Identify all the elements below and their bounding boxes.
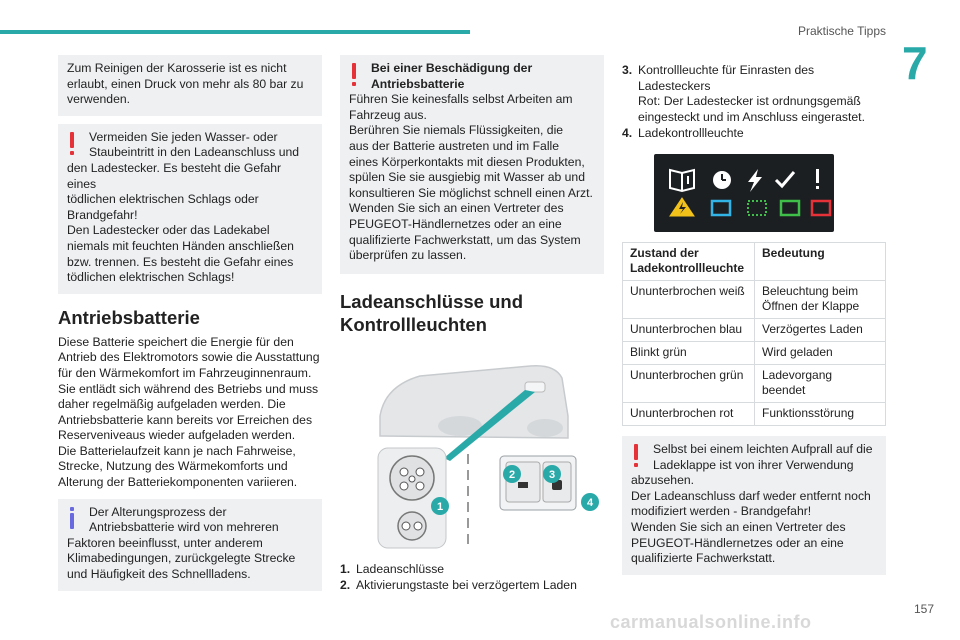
info-line: Der Alterungsprozess der: [89, 504, 227, 519]
table-row: [623, 280, 886, 318]
table-header-cell: Zustand der Ladekontrollleuchte: [623, 242, 755, 280]
warning-title-line: Antriebsbatterie: [371, 76, 465, 91]
warning-line: Wenden Sie sich an einen Vertreter des: [631, 519, 846, 534]
table-cell: Wird geladen: [755, 341, 886, 364]
check-icon: [776, 172, 794, 186]
exclamation-icon: [816, 169, 819, 189]
heading-antriebsbatterie: Antriebsbatterie: [58, 306, 200, 328]
warning-line: qualifizierte Fachwerkstatt.: [631, 551, 776, 566]
warning-line: den Ladestecker. Es besteht die Gefahr eines: [67, 160, 282, 191]
table-cell: Ununterbrochen blau: [623, 318, 755, 341]
warning-icon: [632, 444, 640, 468]
info-line: Klimabedingungen, zurückgelegte Strecke: [67, 551, 296, 566]
warning-box-damage: [340, 55, 604, 274]
column-right: [622, 63, 886, 583]
table-cell: Ununterbrochen grün: [623, 364, 755, 402]
header-accent-bar: [0, 30, 470, 34]
list-num: 2.: [340, 578, 351, 593]
warning-line: Brandgefahr!: [67, 207, 138, 222]
warning-line: eines Körperkontakts mit diesen Produkten,: [349, 154, 585, 169]
table-cell: Blinkt grün: [623, 341, 755, 364]
list-num: 4.: [622, 126, 633, 141]
table-cell: Funktionsstörung: [755, 402, 886, 425]
warning-icon: [68, 132, 76, 156]
list-line: Rot: Der Ladestecker ist ordnungsgemäß: [638, 94, 861, 109]
info-line: Antriebsbatterie wird von mehreren: [89, 520, 279, 535]
warning-line: Staubeintritt in den Ladeanschluss und: [89, 145, 300, 160]
warning-line: tödlichen elektrischen Schlags oder: [67, 192, 259, 207]
list-line: eingesteckt und im Anschluss eingerastet.: [638, 109, 865, 124]
indicator-status-table: [622, 242, 886, 426]
list-item: [622, 126, 886, 142]
watermark: carmanualsonline.info: [610, 612, 812, 632]
note-line: Zum Reinigen der Karosserie ist es nicht: [67, 61, 287, 75]
heading-ladeanschluesse: [340, 290, 604, 336]
charging-port-figure: [340, 346, 604, 556]
indicator-lamps-illustration: [654, 154, 834, 232]
warning-line: bzw. trennen. Es besteht die Gefahr eines: [67, 254, 294, 269]
chapter-number: 7: [902, 37, 928, 89]
page-number: 157: [914, 602, 935, 616]
warning-line: modifiziert werden - Brandgefahr!: [631, 504, 812, 519]
lamp-green: [781, 201, 799, 215]
callout-4-label: 4: [586, 496, 594, 509]
callout-3: [543, 465, 561, 483]
warning-line: Selbst bei einem leichten Aufprall auf die: [653, 441, 873, 456]
list-num: 1.: [340, 561, 351, 576]
para-line: Reserveniveaus wieder aufgeladen werden.: [58, 428, 296, 443]
callout-1: [431, 497, 449, 515]
warning-line: Fahrzeug aus.: [349, 107, 427, 122]
callout-3-label: 3: [548, 468, 556, 481]
lamp-blue: [712, 201, 730, 215]
note-box-pressure: [58, 55, 322, 116]
charging-port-illustration: [340, 346, 604, 556]
info-line: Faktoren beeinflusst, unter anderem: [67, 535, 263, 550]
para-line: Alterung der Batteriekomponenten variieren.: [58, 475, 298, 490]
heading-line: Kontrollleuchten: [340, 313, 487, 335]
list-num: 3.: [622, 63, 633, 77]
warning-line: qualifizierte Fachwerkstatt, um das System: [349, 232, 581, 247]
list-text: Aktivierungstaste bei verzögertem Laden: [356, 578, 577, 593]
warning-line: überprüfen zu lassen.: [349, 248, 467, 263]
warning-line: tödlichen elektrischen Schlags!: [67, 270, 235, 285]
heading-line: Ladeanschlüsse und: [340, 290, 523, 312]
warning-line: Der Ladeanschluss darf weder entfernt noch: [631, 488, 871, 503]
para-line: daher regelmäßig aufgeladen werden. Die: [58, 397, 286, 412]
warning-line: Führen Sie keinesfalls selbst Arbeiten am: [349, 92, 573, 107]
callout-1-label: 1: [436, 500, 444, 513]
section-title: Praktische Tipps: [797, 24, 886, 38]
list-item: [340, 578, 604, 594]
info-icon: [68, 507, 76, 531]
lightning-icon: [748, 169, 762, 192]
para-line: Sie entlädt sich während des Betriebs und muss: [58, 381, 319, 396]
warning-line: spülen Sie sie ausgiebig mit Wasser ab und: [349, 170, 585, 185]
electric-hazard-icon: [670, 198, 694, 216]
info-line: und Häufigkeit des Schnellladens.: [67, 567, 251, 582]
table-header-row: [623, 242, 886, 280]
list-line: Ladesteckers: [638, 78, 711, 93]
list-text: Ladekontrollleuchte: [638, 126, 744, 141]
para-line: Antriebsbatterie kann bereits vor Erreichen des: [58, 412, 313, 427]
info-box-aging: [58, 499, 322, 591]
warning-line: niemals mit feuchten Händen anschließen: [67, 238, 294, 253]
note-line: verwenden.: [67, 92, 131, 107]
warning-box-water: [58, 124, 322, 294]
table-cell: Ununterbrochen weiß: [623, 280, 755, 318]
column-middle: [340, 55, 604, 595]
warning-line: abzusehen.: [631, 473, 695, 488]
table-cell: Beleuchtung beim Öffnen der Klappe: [755, 280, 886, 318]
list-item: [622, 63, 886, 125]
list-text: Ladeanschlüsse: [356, 561, 445, 576]
clock-icon: [713, 171, 731, 189]
lamp-green-blinking: [748, 201, 766, 215]
para-line: Die Batterielaufzeit kann je nach Fahrweise,: [58, 443, 296, 458]
para-line: Antrieb des Elektromotors sowie die Ausstattung: [58, 350, 320, 365]
table-row: [623, 341, 886, 364]
manual-icon: [670, 170, 694, 191]
para-line: Diese Batterie speichert die Energie für den: [58, 334, 294, 349]
warning-line: aus der Batterie austreten und im Falle: [349, 138, 560, 153]
list-text: [638, 63, 886, 125]
table-row: [623, 402, 886, 425]
paragraph-battery: [58, 335, 322, 491]
note-line: erlaubt, einen Druck von mehr als 80 bar zu: [67, 76, 304, 91]
lamp-red: [812, 201, 830, 215]
table-cell: Ladevorgang beendet: [755, 364, 886, 402]
warning-line: PEUGEOT-Händlernetzes oder an eine: [349, 216, 562, 231]
warning-title-line: Bei einer Beschädigung der: [371, 61, 533, 75]
list-line: Kontrollleuchte für Einrasten des: [638, 63, 815, 77]
table-header-cell: Bedeutung: [755, 242, 886, 280]
callout-2: [503, 465, 521, 483]
table-cell: Verzögertes Laden: [755, 318, 886, 341]
callout-4: [581, 493, 599, 511]
indicator-lamp-panel: [654, 154, 834, 232]
warning-line: Berühren Sie niemals Flüssigkeiten, die: [349, 123, 564, 138]
warning-icon: [350, 63, 358, 87]
warning-line: Wenden Sie sich an einen Vertreter des: [349, 201, 564, 216]
para-line: für den Wärmekomfort im Fahrzeuginnenraum.: [58, 365, 312, 380]
list-item: [340, 562, 604, 578]
warning-line: Vermeiden Sie jeden Wasser- oder: [89, 129, 278, 144]
warning-line: konsultieren Sie möglichst schnell einen Arzt.: [349, 185, 593, 200]
callout-2-label: 2: [508, 468, 516, 481]
table-row: [623, 364, 886, 402]
warning-box-impact: [622, 436, 886, 575]
warning-line: Ladeklappe ist von ihrer Verwendung: [653, 457, 854, 472]
warning-line: PEUGEOT-Händlernetzes oder an eine: [631, 535, 844, 550]
warning-line: Den Ladestecker oder das Ladekabel: [67, 223, 270, 238]
table-cell: Ununterbrochen rot: [623, 402, 755, 425]
table-row: [623, 318, 886, 341]
para-line: Strecke, Nutzung des Wärmekomforts und: [58, 459, 288, 474]
column-left: [58, 55, 322, 599]
